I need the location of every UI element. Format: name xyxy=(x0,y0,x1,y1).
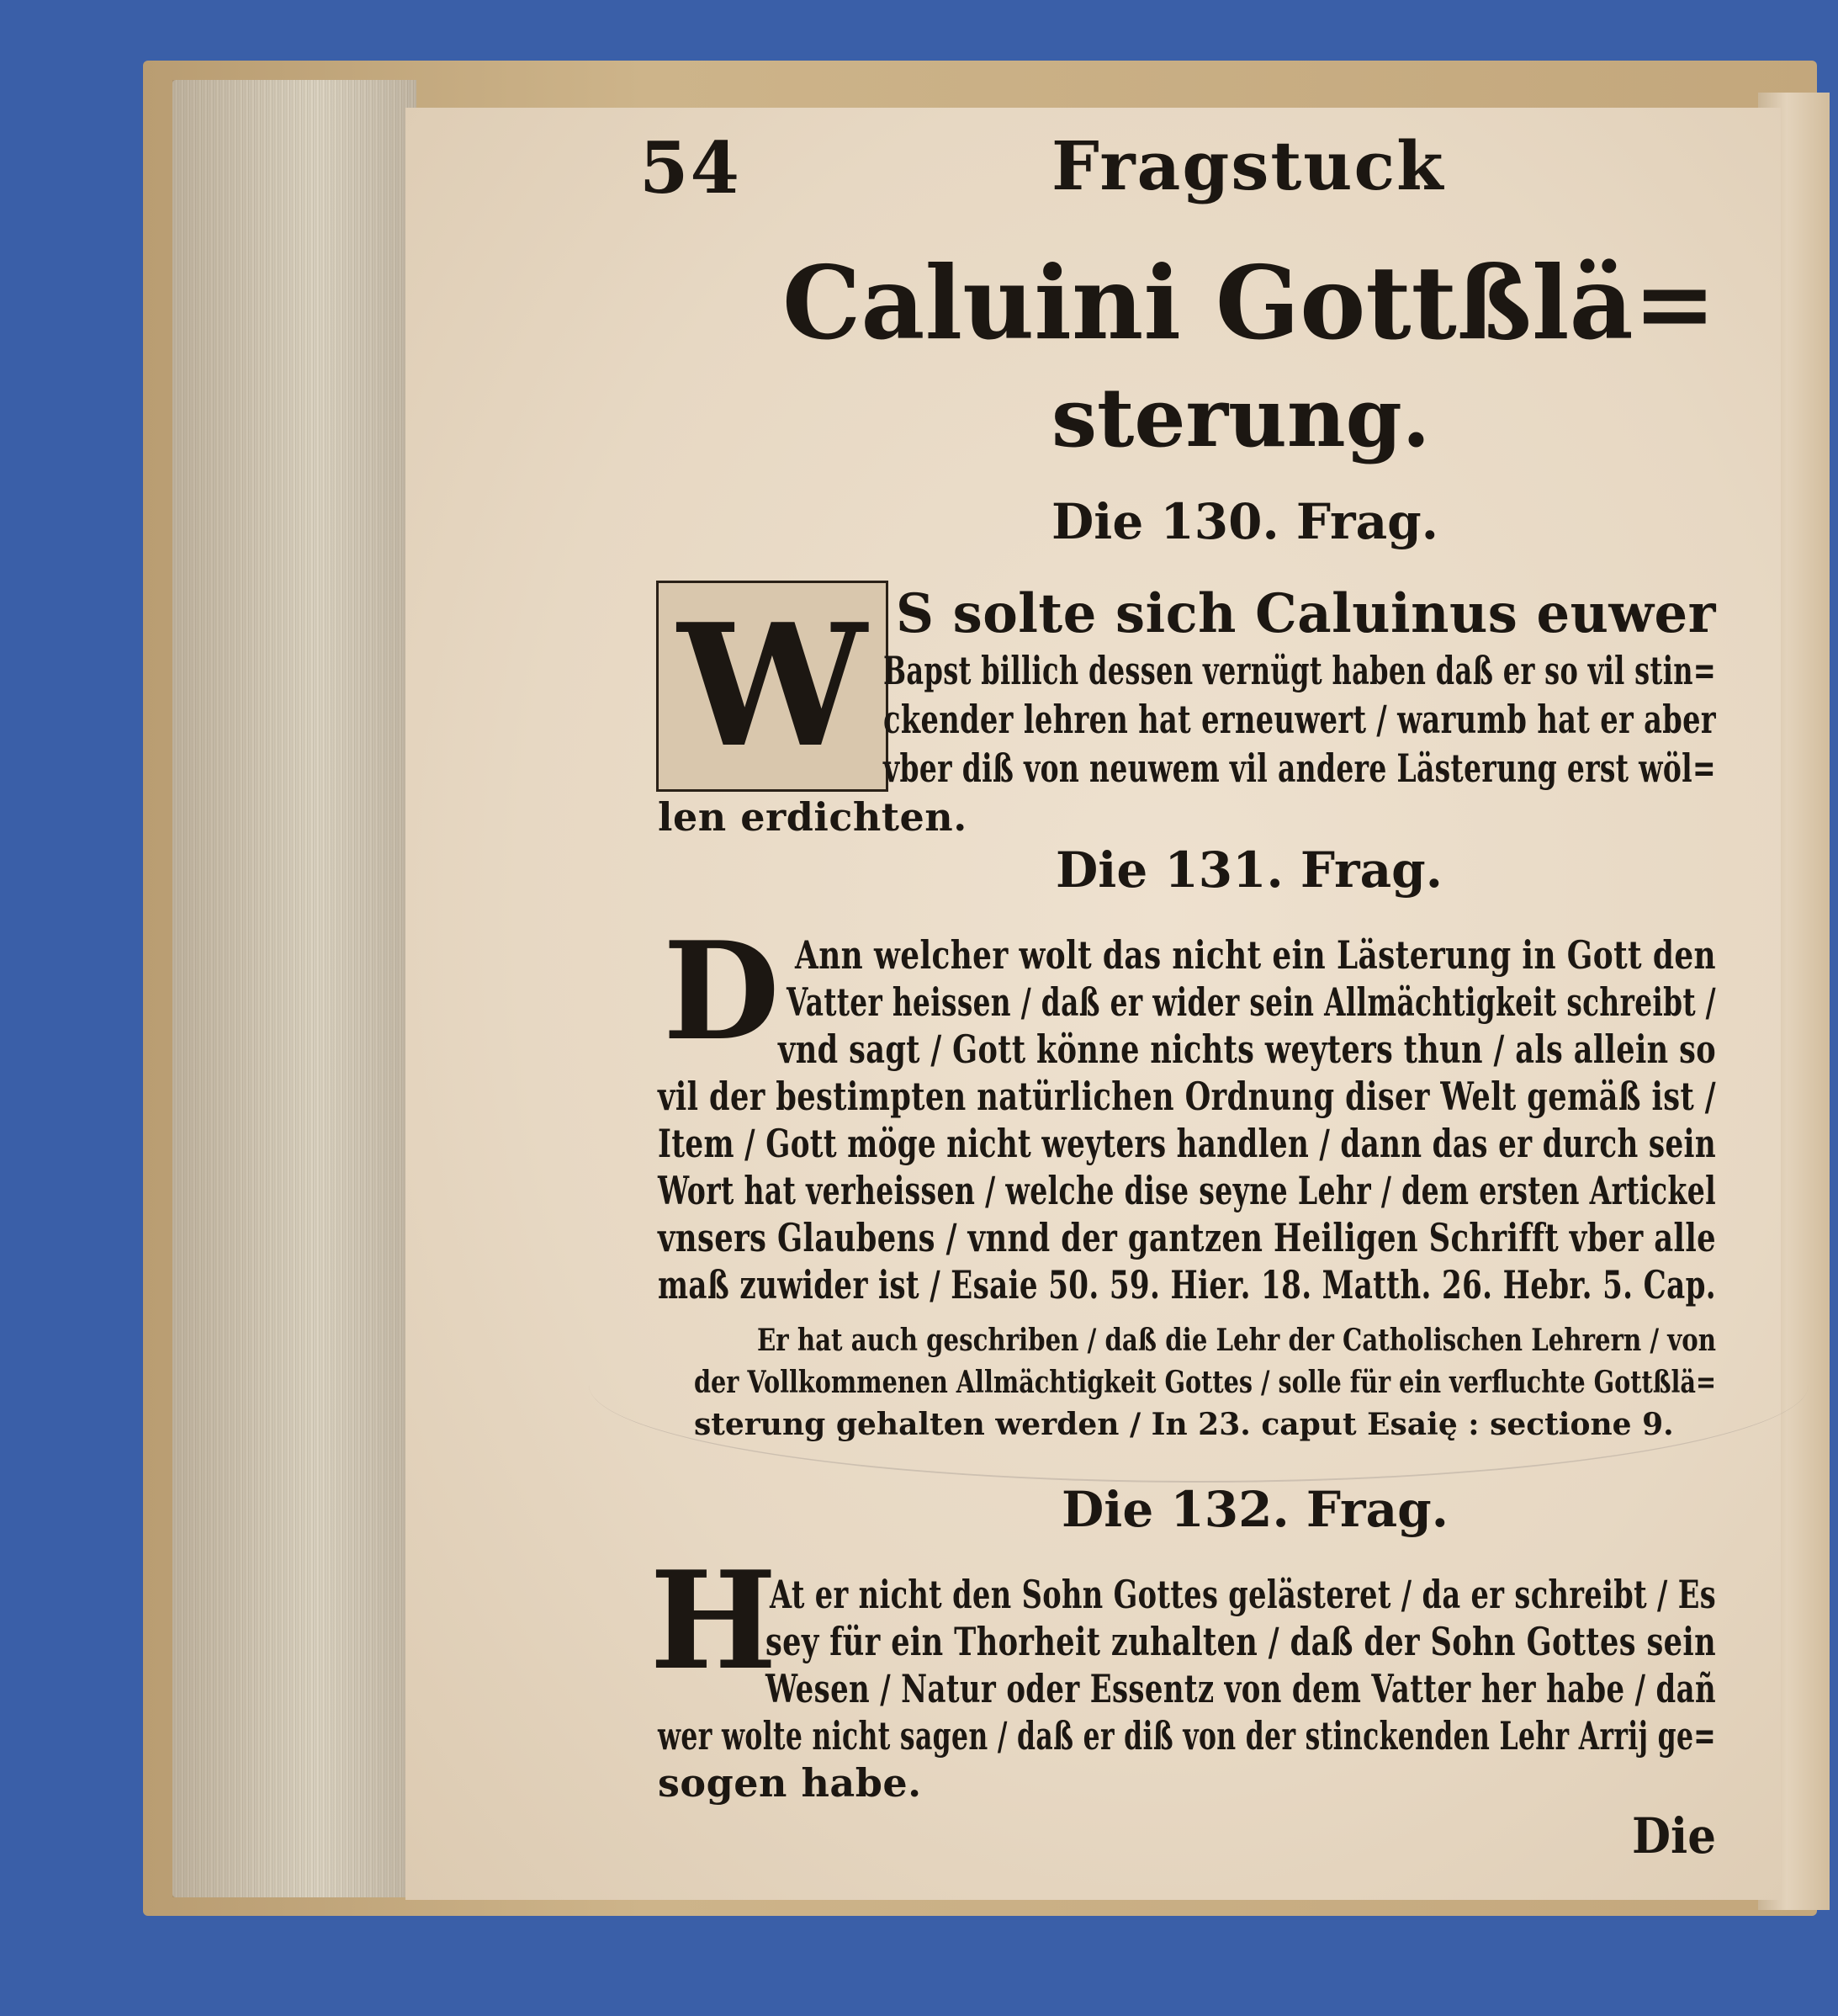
page-title-line1: Caluini Gottßlä= xyxy=(782,244,1716,363)
q131-note-line-2: der Vollkommenen Allmächtigkeit Gottes / solle für ein verfluchte Gottßlä= xyxy=(694,1365,1716,1400)
q132-line-4: wer wolte nicht sagen / daß er diß von der stinckenden Lehr Arrij ge= xyxy=(658,1713,1716,1759)
q131-line-6: Wort hat verheissen / welche dise seyne Lehr / dem ersten Artickel xyxy=(658,1168,1716,1213)
question-131-heading: Die 131. Frag. xyxy=(1056,841,1443,899)
q131-line-4: vil der bestimpten natürlichen Ordnung diser Welt gemäß ist / xyxy=(658,1074,1716,1119)
q131-line-8: maß zuwider ist / Esaie 50. 59. Hier. 18. Matth. 26. Hebr. 5. Cap. xyxy=(658,1262,1716,1308)
page-edges-shade xyxy=(172,80,416,1897)
page-title-line2: sterung. xyxy=(1051,370,1431,465)
q130-line-3: ckender lehren hat erneuwert / warumb hat er aber xyxy=(883,697,1716,742)
q131-note-line-3: sterung gehalten werden / In 23. caput Esaię : sectione 9. xyxy=(694,1407,1674,1442)
q130-line-1: S solte sich Caluinus euwer xyxy=(896,582,1716,645)
initial-h: H xyxy=(649,1541,777,1700)
q132-line-5: sogen habe. xyxy=(658,1760,922,1806)
initial-d: D xyxy=(663,912,780,1070)
question-132-heading: Die 132. Frag. xyxy=(1062,1481,1449,1538)
decorated-initial-w: W xyxy=(656,581,888,792)
q131-line-1: Ann welcher wolt das nicht ein Lästerung in Gott den xyxy=(795,932,1716,978)
question-130-heading: Die 130. Frag. xyxy=(1051,493,1438,550)
q131-note-line-1: Er hat auch geschriben / daß die Lehr der Catholischen Lehrern / von xyxy=(757,1323,1716,1358)
q132-line-1: At er nicht den Sohn Gottes gelästeret / da er schreibt / Es xyxy=(770,1572,1716,1617)
q132-line-2: sey für ein Thorheit zuhalten / daß der Sohn Gottes sein xyxy=(765,1619,1716,1664)
q132-line-3: Wesen / Natur oder Essentz von dem Vatter her habe / dañ xyxy=(765,1666,1716,1711)
q131-line-2: Vatter heissen / daß er wider sein Allmächtigkeit schreibt / xyxy=(787,979,1716,1025)
folio-number: 54 xyxy=(639,126,741,210)
q131-line-5: Item / Gott möge nicht weyters handlen / dann das er durch sein xyxy=(658,1121,1716,1166)
q130-line-4: vber diß von neuwem vil andere Lästerung erst wöl= xyxy=(883,745,1716,791)
q131-line-7: vnsers Glaubens / vnnd der gantzen Heiligen Schrifft vber alle xyxy=(658,1215,1716,1260)
catchword: Die xyxy=(1632,1807,1716,1865)
q130-line-2: Bapst billich dessen vernügt haben daß er so vil stin= xyxy=(883,648,1716,693)
q131-line-3: vnd sagt / Gott könne nichts weyters thun / als allein so xyxy=(778,1027,1716,1072)
running-head: Fragstuck xyxy=(1051,126,1445,205)
q130-line-5: len erdichten. xyxy=(658,794,967,840)
